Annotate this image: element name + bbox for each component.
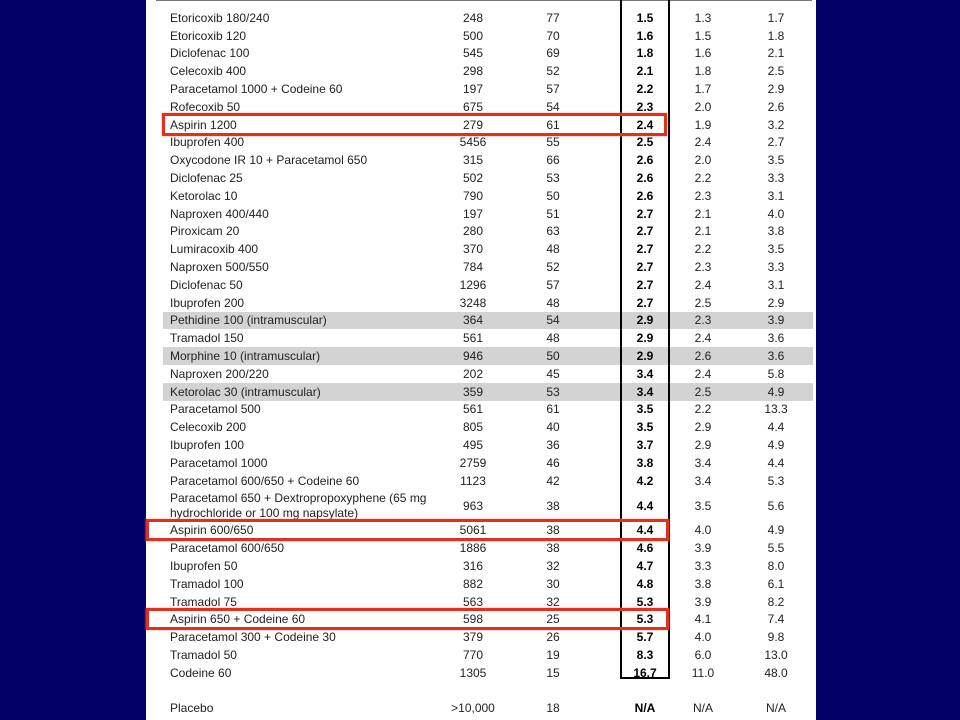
cell-lo: 1.5 [694,28,712,43]
cell-n: 882 [462,576,484,591]
cell-nnt: 5.3 [636,594,654,609]
cell-name: Celecoxib 200 [170,420,247,435]
cell-hi: 8.0 [767,559,785,574]
cell-nnt: 2.9 [636,349,654,364]
cell-nnt: 2.2 [636,82,654,97]
cell-pct: 63 [546,224,560,239]
cell-name: Placebo [170,700,214,715]
cell-n: 675 [462,99,484,114]
table-row [163,646,813,664]
cell-hi: 4.4 [767,420,785,435]
table-row [163,223,813,241]
cell-lo: 11.0 [691,665,715,680]
cell-pct: 54 [546,99,560,114]
cell-name: Etoricoxib 120 [170,28,247,43]
cell-lo: 2.2 [694,171,712,186]
cell-nnt: 2.5 [636,135,654,150]
table-row [163,62,813,80]
table-row [163,240,813,258]
cell-pct: 38 [546,498,560,513]
cell-pct: 53 [546,171,560,186]
cell-lo: 3.5 [694,498,712,513]
cell-nnt: 2.7 [636,260,654,275]
cell-hi: 48.0 [764,665,788,680]
cell-pct: 61 [546,402,560,417]
cell-name: Diclofenac 50 [170,277,243,292]
cell-nnt: 2.7 [636,242,654,257]
cell-n: 784 [462,260,484,275]
cell-hi: 2.1 [767,46,785,61]
cell-lo: 2.2 [694,242,712,257]
cell-lo: 2.4 [694,277,712,292]
cell-n: 502 [462,171,484,186]
cell-name: Celecoxib 400 [170,64,247,79]
cell-name: Ibuprofen 400 [170,135,245,150]
cell-n: 2759 [459,455,487,470]
cell-pct: 51 [546,206,560,221]
cell-pct: 36 [546,438,560,453]
cell-pct: 42 [546,473,560,488]
cell-lo: 2.5 [694,384,712,399]
cell-lo: 3.8 [694,576,712,591]
table-row [163,365,813,383]
cell-hi: 2.6 [767,99,785,114]
cell-name: Aspirin 650 + Codeine 60 [170,612,306,627]
cell-nnt: 4.7 [636,559,654,574]
table-row [163,205,813,223]
cell-name: Piroxicam 20 [170,224,240,239]
cell-name: Aspirin 1200 [170,117,237,132]
cell-pct: 69 [546,46,560,61]
cell-pct: 52 [546,260,560,275]
aspirin-highlight-box [162,113,667,136]
cell-n: 315 [462,153,484,168]
cell-hi: 7.4 [767,612,785,627]
table-row [163,134,813,152]
cell-pct: 38 [546,523,560,538]
cell-hi: 3.3 [767,171,785,186]
cell-n: 500 [462,28,484,43]
cell-n: 316 [462,559,484,574]
cell-hi: 4.9 [767,384,785,399]
cell-lo: 2.2 [694,402,712,417]
cell-hi: 3.1 [767,188,785,203]
cell-n: 561 [462,402,484,417]
cell-n: 770 [462,648,484,663]
cell-nnt: 4.6 [636,541,654,556]
cell-n: 946 [462,349,484,364]
cell-pct: 30 [546,576,560,591]
cell-pct: 70 [546,28,560,43]
cell-pct: 26 [546,630,560,645]
cell-name: Lumiracoxib 400 [170,242,259,257]
cell-name: Ketorolac 10 [170,188,238,203]
cell-nnt: 2.6 [636,153,654,168]
cell-nnt: 1.6 [636,28,654,43]
cell-lo: 4.1 [694,612,712,627]
cell-lo: 2.9 [694,420,712,435]
cell-name: Diclofenac 100 [170,46,250,61]
table-row [163,628,813,646]
cell-n: 248 [462,10,484,25]
cell-name: Paracetamol 600/650 + Codeine 60 [170,473,360,488]
table-page [146,0,816,720]
cell-n: 5061 [459,523,487,538]
cell-n: 963 [462,498,484,513]
cell-hi: 5.3 [767,473,785,488]
cell-name: Codeine 60 [170,665,232,680]
aspirin-highlight-box [146,519,669,542]
cell-nnt: 4.4 [636,498,654,513]
table-row [163,258,813,276]
cell-nnt: 5.3 [636,612,654,627]
cell-hi: 3.9 [767,313,785,328]
cell-name: Ketorolac 30 (intramuscular) [170,384,321,399]
cell-n: 370 [462,242,484,257]
cell-pct: 77 [546,10,560,25]
cell-nnt: 3.5 [636,420,654,435]
cell-n: 359 [462,384,484,399]
cell-nnt: 4.8 [636,576,654,591]
table-row [163,664,813,682]
cell-hi: N/A [765,700,786,715]
cell-n: 790 [462,188,484,203]
cell-name: Diclofenac 25 [170,171,243,186]
cell-lo: 1.3 [694,10,712,25]
cell-hi: 3.2 [767,117,785,132]
table-row [163,45,813,63]
cell-name: Paracetamol 1000 [170,455,268,470]
cell-n: 1886 [459,541,487,556]
cell-nnt: 1.8 [636,46,654,61]
cell-lo: 2.1 [694,206,712,221]
cell-name: Aspirin 600/650 [170,523,254,538]
cell-name: Oxycodone IR 10 + Paracetamol 650 [170,153,368,168]
cell-n: 298 [462,64,484,79]
cell-nnt: 3.8 [636,455,654,470]
cell-pct: 48 [546,331,560,346]
cell-pct: 66 [546,153,560,168]
cell-hi: 3.1 [767,277,785,292]
table-row [163,472,813,490]
table-row [163,699,813,717]
cell-n: 197 [462,206,484,221]
cell-hi: 1.7 [767,10,785,25]
cell-pct: 45 [546,366,560,381]
cell-nnt: 3.4 [636,366,654,381]
aspirin-highlight-box [146,608,669,631]
cell-nnt: 3.5 [636,402,654,417]
cell-pct: 53 [546,384,560,399]
cell-nnt: 4.4 [636,523,654,538]
cell-n: 3248 [459,295,487,310]
table-row [163,9,813,27]
table-row [163,312,813,330]
table-row [163,294,813,312]
cell-lo: 2.4 [694,331,712,346]
cell-hi: 13.3 [764,402,788,417]
cell-nnt: 2.4 [636,117,654,132]
cell-hi: 3.6 [767,331,785,346]
cell-hi: 5.5 [767,541,785,556]
cell-hi: 4.4 [767,455,785,470]
cell-name: Paracetamol 650 + Dextropropoxyphene (65 mg hydrochloride or 100 mg napsylate) [170,490,427,520]
cell-n: 1305 [459,665,487,680]
cell-lo: 2.4 [694,366,712,381]
table-row [163,557,813,575]
cell-n: >10,000 [451,700,495,715]
cell-name: Etoricoxib 180/240 [170,10,270,25]
cell-lo: 2.6 [694,349,712,364]
table-row [163,418,813,436]
cell-pct: 40 [546,420,560,435]
cell-pct: 32 [546,559,560,574]
cell-hi: 2.7 [767,135,785,150]
cell-nnt: N/A [634,700,656,715]
table-row [163,383,813,401]
cell-pct: 48 [546,242,560,257]
table-row [163,169,813,187]
cell-hi: 4.9 [767,438,785,453]
cell-hi: 1.8 [767,28,785,43]
cell-nnt: 2.7 [636,277,654,292]
cell-pct: 46 [546,455,560,470]
cell-pct: 50 [546,349,560,364]
cell-hi: 6.1 [767,576,785,591]
cell-n: 280 [462,224,484,239]
table-row [163,539,813,557]
cell-name: Tramadol 150 [170,331,244,346]
cell-nnt: 2.6 [636,188,654,203]
table-row [163,454,813,472]
cell-n: 364 [462,313,484,328]
cell-pct: 55 [546,135,560,150]
cell-nnt: 8.3 [636,648,654,663]
cell-pct: 50 [546,188,560,203]
cell-pct: 25 [546,612,560,627]
cell-lo: 2.3 [694,260,712,275]
cell-hi: 3.5 [767,242,785,257]
table-row [163,80,813,98]
cell-n: 1123 [460,473,486,488]
cell-name: Paracetamol 500 [170,402,261,417]
cell-nnt: 4.2 [636,473,654,488]
cell-lo: 3.3 [694,559,712,574]
cell-nnt: 2.6 [636,171,654,186]
cell-hi: 13.0 [764,648,788,663]
cell-nnt: 1.5 [636,10,654,25]
cell-hi: 2.5 [767,64,785,79]
table-row [163,347,813,365]
cell-name: Paracetamol 600/650 [170,541,285,556]
cell-n: 202 [462,366,484,381]
cell-n: 805 [462,420,484,435]
cell-hi: 9.8 [767,630,785,645]
cell-pct: 48 [546,295,560,310]
cell-lo: 2.0 [694,153,712,168]
cell-pct: 15 [546,665,560,680]
cell-n: 563 [462,594,484,609]
cell-hi: 3.6 [767,349,785,364]
cell-pct: 57 [546,82,560,97]
cell-nnt: 2.9 [636,313,654,328]
table-row [163,401,813,419]
cell-lo: 3.4 [694,473,712,488]
cell-pct: 18 [546,700,560,715]
cell-name: Tramadol 100 [170,576,244,591]
cell-hi: 2.9 [767,295,785,310]
cell-nnt: 2.7 [636,224,654,239]
table-row [163,27,813,45]
cell-nnt: 2.9 [636,331,654,346]
table-top-rule [156,0,812,1]
cell-lo: 1.7 [694,82,712,97]
cell-pct: 54 [546,313,560,328]
cell-hi: 3.8 [767,224,785,239]
cell-n: 598 [462,612,484,627]
cell-hi: 5.6 [767,498,785,513]
cell-name: Naproxen 400/440 [170,206,269,221]
table-row [163,329,813,347]
cell-name: Ibuprofen 200 [170,295,245,310]
table-row [163,151,813,169]
cell-pct: 38 [546,541,560,556]
cell-lo: 2.5 [694,295,712,310]
cell-nnt: 3.7 [636,438,654,453]
cell-n: 379 [462,630,484,645]
cell-nnt: 16.7 [633,665,657,680]
cell-hi: 2.9 [767,82,785,97]
cell-name: Paracetamol 300 + Codeine 30 [170,630,336,645]
cell-nnt: 2.7 [636,295,654,310]
cell-pct: 32 [546,594,560,609]
cell-name: Naproxen 200/220 [170,366,269,381]
cell-name: Tramadol 50 [170,648,237,663]
cell-nnt: 2.7 [636,206,654,221]
cell-name: Ibuprofen 50 [170,559,238,574]
cell-lo: 2.0 [694,99,712,114]
cell-nnt: 2.1 [636,64,654,79]
cell-lo: 2.9 [694,438,712,453]
cell-name: Naproxen 500/550 [170,260,269,275]
cell-n: 197 [462,82,484,97]
cell-pct: 57 [546,277,560,292]
cell-name: Morphine 10 (intramuscular) [170,349,321,364]
cell-lo: 2.3 [694,313,712,328]
cell-lo: 2.4 [694,135,712,150]
cell-lo: 2.1 [694,224,712,239]
cell-pct: 52 [546,64,560,79]
cell-n: 5456 [459,135,487,150]
table-row [163,490,813,522]
cell-n: 561 [462,331,484,346]
table-row [163,187,813,205]
cell-lo: 1.6 [694,46,712,61]
cell-lo: 1.8 [694,64,712,79]
table-row [163,276,813,294]
cell-nnt: 5.7 [636,630,654,645]
cell-name: Ibuprofen 100 [170,438,245,453]
cell-lo: 3.9 [694,594,712,609]
cell-lo: 1.9 [694,117,712,132]
cell-name: Paracetamol 1000 + Codeine 60 [170,82,343,97]
cell-name: Tramadol 75 [170,594,237,609]
cell-lo: N/A [692,700,713,715]
table-row [163,436,813,454]
cell-hi: 4.9 [767,523,785,538]
cell-hi: 4.0 [767,206,785,221]
cell-hi: 3.3 [767,260,785,275]
cell-nnt: 3.4 [636,384,654,399]
cell-n: 495 [462,438,484,453]
cell-name: Rofecoxib 50 [170,99,241,114]
cell-pct: 61 [546,117,560,132]
cell-n: 1296 [459,277,487,292]
cell-lo: 2.3 [694,188,712,203]
cell-name: Pethidine 100 (intramuscular) [170,313,327,328]
cell-hi: 5.8 [767,366,785,381]
cell-hi: 8.2 [767,594,785,609]
cell-n: 279 [462,117,484,132]
cell-n: 545 [462,46,484,61]
cell-lo: 3.4 [694,455,712,470]
cell-lo: 3.9 [694,541,712,556]
cell-nnt: 2.3 [636,99,654,114]
cell-lo: 4.0 [694,630,712,645]
cell-lo: 6.0 [694,648,712,663]
cell-hi: 3.5 [767,153,785,168]
cell-lo: 4.0 [694,523,712,538]
cell-pct: 19 [546,648,560,663]
table-row [163,575,813,593]
